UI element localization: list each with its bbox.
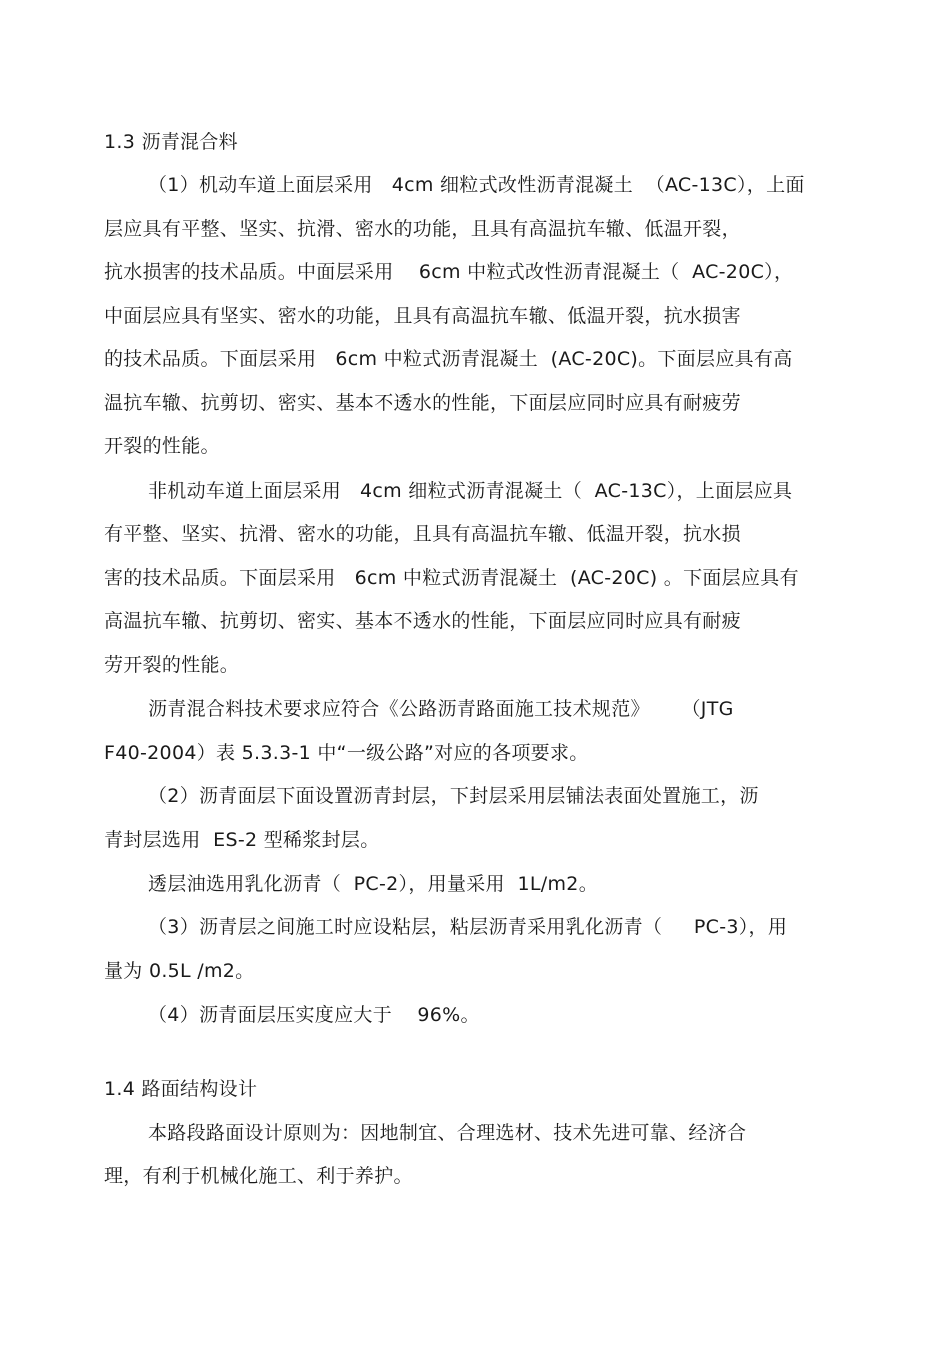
text-line: 理，有利于机械化施工、利于养护。 xyxy=(104,1165,413,1187)
text-line: F40-2004）表 5.3.3-1 中“一级公路”对应的各项要求。 xyxy=(104,742,589,764)
section-heading-1-3: 1.3 沥青混合料 xyxy=(104,131,238,153)
text-line: 的技术品质。下面层采用 6cm 中粒式沥青混凝土 (AC-20C)。下面层应具有高 xyxy=(104,348,793,370)
text-line: 劳开裂的性能。 xyxy=(104,654,240,676)
text-line: 青封层选用 ES-2 型稀浆封层。 xyxy=(104,829,380,851)
text-line: 沥青混合料技术要求应符合《公路沥青路面施工技术规范》 （JTG xyxy=(148,698,734,720)
text-line: 高温抗车辙、抗剪切、密实、基本不透水的性能，下面层应同时应具有耐疲 xyxy=(104,610,741,632)
text-line: 开裂的性能。 xyxy=(104,435,220,457)
text-line: 量为 0.5L /m2。 xyxy=(104,960,255,982)
text-line: 抗水损害的技术品质。中面层采用 6cm 中粒式改性沥青混凝土（ AC-20C）， xyxy=(104,261,794,283)
text-line: 中面层应具有坚实、密水的功能，且具有高温抗车辙、低温开裂，抗水损害 xyxy=(104,305,741,327)
text-line: 温抗车辙、抗剪切、密实、基本不透水的性能，下面层应同时应具有耐疲劳 xyxy=(104,392,741,414)
text-line: 本路段路面设计原则为：因地制宜、合理选材、技术先进可靠、经济合 xyxy=(148,1122,747,1144)
text-line: 有平整、坚实、抗滑、密水的功能，且具有高温抗车辙、低温开裂，抗水损 xyxy=(104,523,741,545)
text-line: 害的技术品质。下面层采用 6cm 中粒式沥青混凝土 (AC-20C) 。下面层应具有 xyxy=(104,567,799,589)
text-line: （3）沥青层之间施工时应设粘层，粘层沥青采用乳化沥青（ PC-3），用 xyxy=(148,916,788,938)
text-line: （1）机动车道上面层采用 4cm 细粒式改性沥青混凝土 （AC-13C），上面 xyxy=(148,174,805,196)
text-line: 透层油选用乳化沥青（ PC-2），用量采用 1L/m2。 xyxy=(148,873,598,895)
text-line: 非机动车道上面层采用 4cm 细粒式沥青混凝土（ AC-13C），上面层应具 xyxy=(148,480,793,502)
text-line: （4）沥青面层压实度应大于 96%。 xyxy=(148,1004,480,1026)
text-line: 层应具有平整、坚实、抗滑、密水的功能，且具有高温抗车辙、低温开裂， xyxy=(104,218,741,240)
text-line: （2）沥青面层下面设置沥青封层，下封层采用层铺法表面处置施工，沥 xyxy=(148,785,759,807)
section-heading-1-4: 1.4 路面结构设计 xyxy=(104,1078,258,1100)
